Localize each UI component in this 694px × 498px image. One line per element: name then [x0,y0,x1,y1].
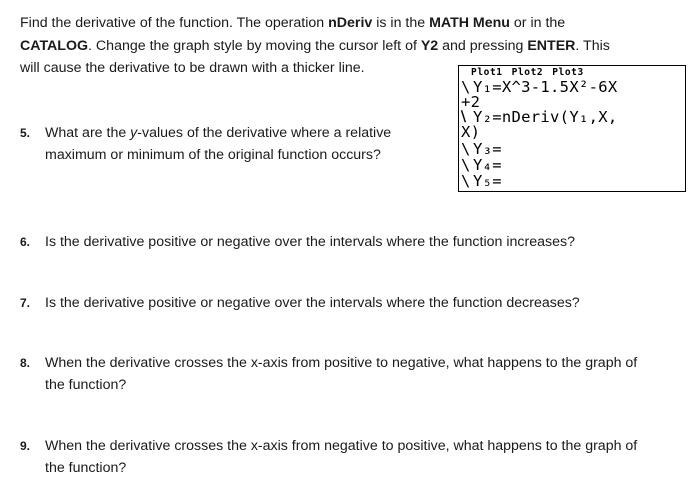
question-text [45,122,440,166]
intro-text-5: and pressing [438,37,528,54]
question-text-part: -values of the derivative where a relative maximum or minimum of the original function occurs? [45,125,392,163]
nderiv-keyword: nDeriv [328,15,373,31]
intro-text-2: is in the [372,15,430,31]
calc-line-y1 [461,80,617,95]
calc-line-y2-cont [461,125,480,140]
calc-line-text: Y₂=nDeriv(Y₁,X, [473,108,618,126]
italic-variable: y [130,125,138,141]
question-number: 9. [20,439,31,453]
calc-line-y5 [461,174,502,189]
question-number: 6. [20,235,31,249]
calc-line-text: Y₅= [473,172,502,190]
calc-line-text: Y₄= [473,156,502,174]
calc-line-y4 [461,158,502,173]
catalog-keyword: CATALOG [20,37,89,54]
calc-line-text: X) [461,123,481,141]
question-number: 8. [20,356,31,370]
question-number: 5. [20,126,31,140]
plot1-label: Plot1 [471,67,503,78]
enter-keyword: ENTER [527,37,576,54]
question-number: 7. [20,296,31,310]
y2-keyword: Y2 [420,37,439,54]
intro-text-1: Find the derivative of the function. The operation [20,15,329,31]
graph-style-icon: \ [461,156,471,174]
intro-text-4: . Change the graph style by moving the cursor left of [88,37,421,54]
thick-graph-style-icon: ⧵ [461,108,467,126]
calc-line-text: Y₁=X^3-1.5X²-6X [473,78,618,96]
calc-line-text: Y₃= [473,140,502,158]
plot2-label: Plot2 [511,67,544,78]
intro-text-3: or in the [509,15,566,31]
question-text: When the derivative crosses the x-axis from negative to positive, what happens to the graph of the function? [45,438,638,476]
calc-line-y3 [461,142,502,157]
plot3-label: Plot3 [552,67,584,78]
intro-text-6: . This will cause the derivative to be drawn with a thicker line. [20,37,610,76]
graph-style-icon: \ [461,140,471,158]
graph-style-icon: \ [461,78,471,96]
graph-style-icon: \ [461,172,471,190]
question-text: When the derivative crosses the x-axis from positive to negative, what happens to the graph of the function? [45,355,638,393]
question-text: Is the derivative positive or negative over the intervals where the function increases? [45,234,575,250]
calculator-screen [458,65,686,192]
question-text-part: What are the [45,125,131,141]
calc-line-y2 [461,110,617,125]
calc-line-text: +2 [461,93,481,111]
math-menu-keyword: MATH Menu [429,15,510,31]
question-text: Is the derivative positive or negative over the intervals where the function decreases? [45,295,580,311]
